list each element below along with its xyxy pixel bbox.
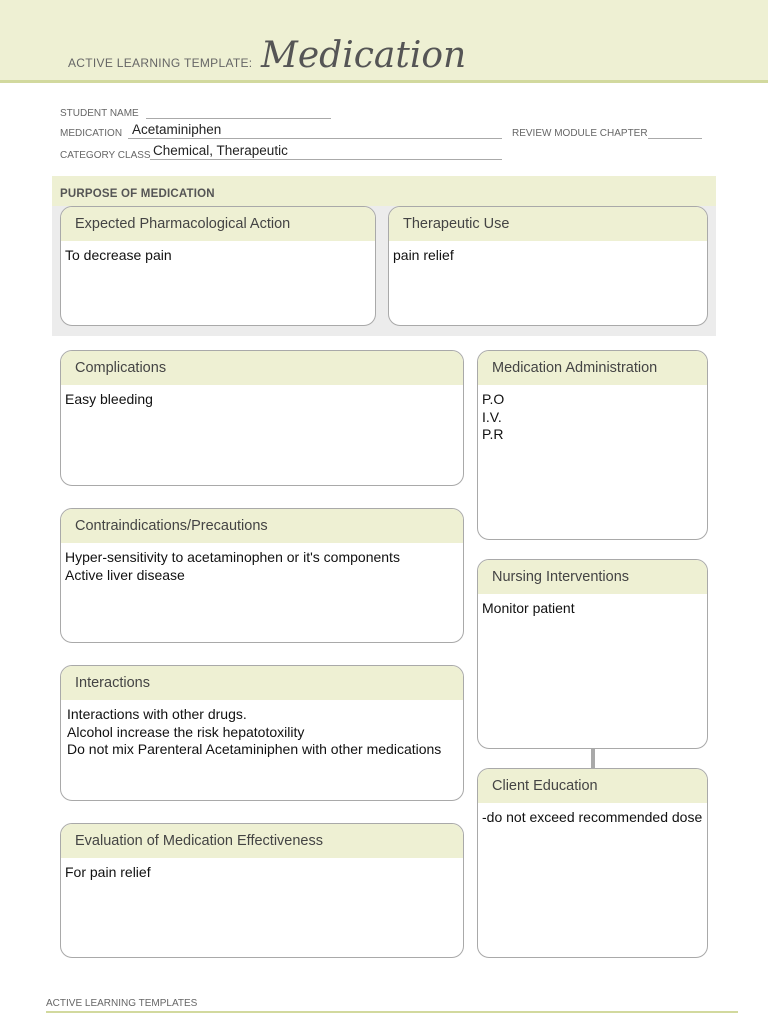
nursing-interventions-content[interactable] xyxy=(478,594,707,618)
interactions-title: Interactions xyxy=(61,666,463,700)
nursing-interventions-box xyxy=(477,559,708,749)
therapeutic-use-line: pain relief xyxy=(393,247,454,263)
medication-administration-box xyxy=(477,350,708,540)
administration-line: P.R xyxy=(482,426,504,442)
medication-line xyxy=(128,138,502,139)
medication-administration-title: Medication Administration xyxy=(478,351,707,385)
therapeutic-use-box xyxy=(388,206,708,326)
interactions-content[interactable] xyxy=(61,700,463,759)
contraindications-title: Contraindications/Precautions xyxy=(61,509,463,543)
purpose-label: PURPOSE OF MEDICATION xyxy=(60,188,215,200)
complications-title: Complications xyxy=(61,351,463,385)
contraindications-box xyxy=(60,508,464,643)
contraindications-line: Active liver disease xyxy=(65,566,185,583)
review-module-label: REVIEW MODULE CHAPTER xyxy=(512,128,648,139)
template-label: ACTIVE LEARNING TEMPLATE: xyxy=(68,56,253,70)
footer-divider xyxy=(46,1011,738,1013)
interactions-line: Interactions with other drugs. xyxy=(67,706,247,722)
contraindications-line: Hyper-sensitivity to acetaminophen or it's components xyxy=(65,549,400,565)
medication-administration-content[interactable] xyxy=(478,385,707,444)
category-class-label: CATEGORY CLASS xyxy=(60,150,151,161)
footer-label: ACTIVE LEARNING TEMPLATES xyxy=(46,998,198,1009)
expected-action-box xyxy=(60,206,376,326)
client-education-title: Client Education xyxy=(478,769,707,803)
administration-line: P.O xyxy=(482,391,505,407)
client-education-box xyxy=(477,768,708,958)
complications-line: Easy bleeding xyxy=(65,391,153,407)
nursing-interventions-line: Monitor patient xyxy=(482,600,575,616)
contraindications-content[interactable] xyxy=(61,543,463,584)
page-title: Medication xyxy=(261,35,467,76)
interactions-line: Do not mix Parenteral Acetaminiphen with other medications xyxy=(67,741,442,757)
category-class-line xyxy=(150,159,502,160)
therapeutic-use-content[interactable] xyxy=(389,241,707,265)
evaluation-box xyxy=(60,823,464,958)
connector-line xyxy=(591,748,595,770)
expected-action-line: To decrease pain xyxy=(65,247,172,263)
complications-box xyxy=(60,350,464,486)
evaluation-line: For pain relief xyxy=(65,864,151,880)
expected-action-title: Expected Pharmacological Action xyxy=(61,207,375,241)
therapeutic-use-title: Therapeutic Use xyxy=(389,207,707,241)
client-education-content[interactable] xyxy=(478,803,707,827)
header-divider xyxy=(0,80,768,83)
expected-action-content[interactable] xyxy=(61,241,375,265)
interactions-box xyxy=(60,665,464,801)
evaluation-content[interactable] xyxy=(61,858,463,882)
complications-content[interactable] xyxy=(61,385,463,409)
client-education-line: -do not exceed recommended dose xyxy=(482,809,703,825)
administration-line: I.V. xyxy=(482,408,502,425)
review-module-line xyxy=(648,138,702,139)
student-name-line xyxy=(146,118,331,119)
category-class-field[interactable]: Chemical, Therapeutic xyxy=(153,143,288,158)
medication-label: MEDICATION xyxy=(60,128,123,139)
interactions-line: Alcohol increase the risk hepatotoxility xyxy=(67,723,305,740)
medication-field[interactable]: Acetaminiphen xyxy=(132,122,222,137)
nursing-interventions-title: Nursing Interventions xyxy=(478,560,707,594)
evaluation-title: Evaluation of Medication Effectiveness xyxy=(61,824,463,858)
student-name-label: STUDENT NAME xyxy=(60,108,139,119)
